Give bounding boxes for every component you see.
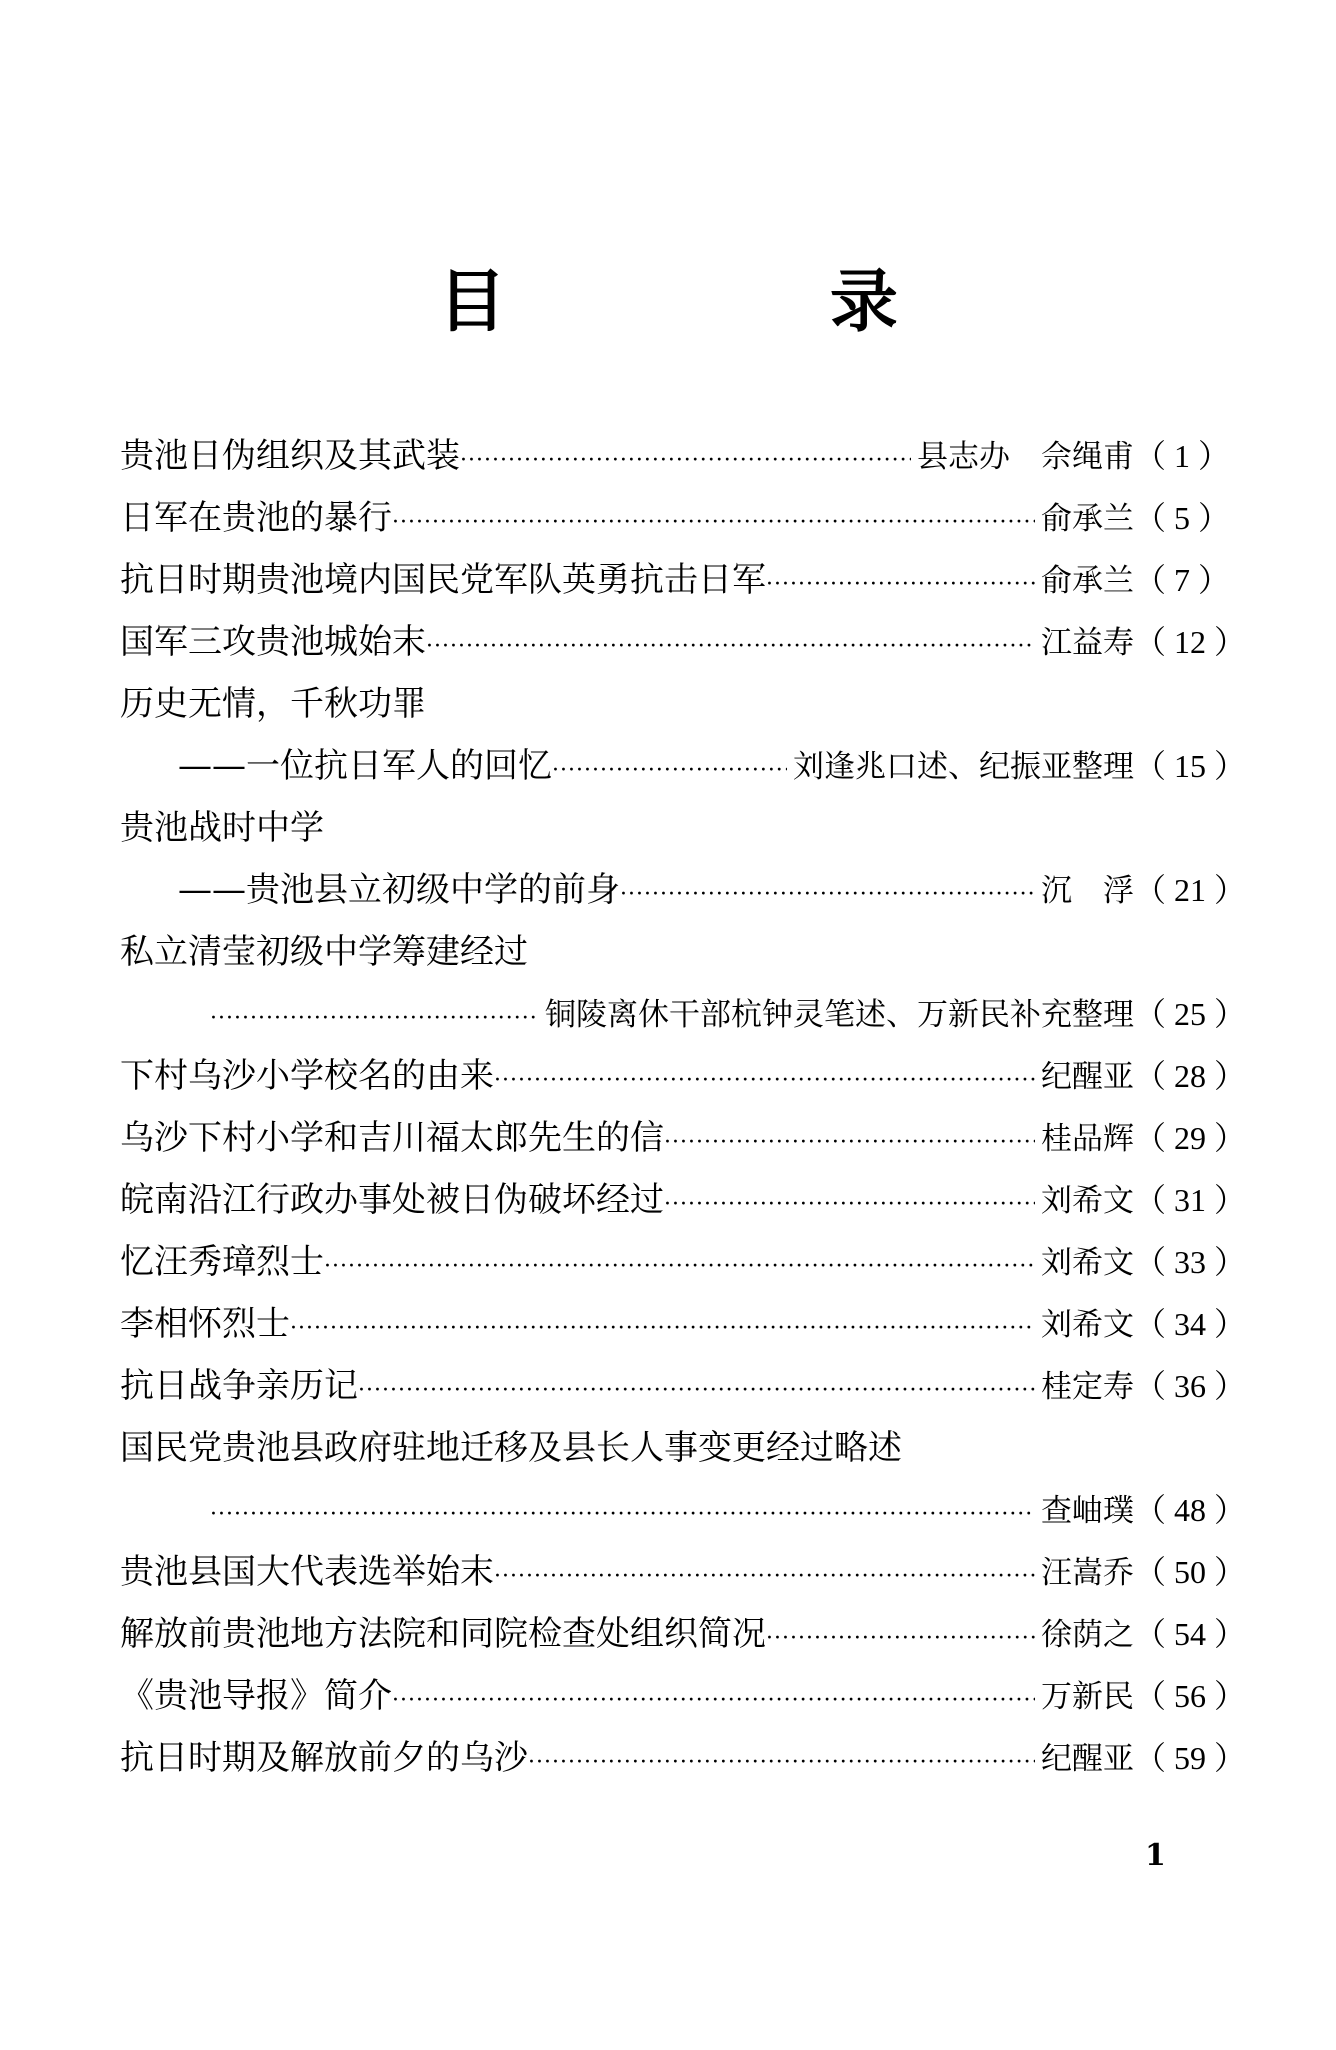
- entry-page: （ 7 ）: [1134, 549, 1230, 611]
- entry-page: （ 25 ）: [1134, 983, 1230, 1045]
- leader-dots: [664, 1174, 1035, 1236]
- leader-dots: [210, 1484, 1035, 1546]
- entry-author: 俞承兰: [1041, 563, 1134, 599]
- leader-dots: [766, 554, 1035, 616]
- toc-entry: [120, 673, 1230, 735]
- entry-author: 江益寿: [1041, 625, 1134, 661]
- entry-page: （ 15 ）: [1134, 735, 1230, 797]
- entry-title: 抗日时期及解放前夕的乌沙: [120, 1738, 528, 1778]
- entry-author: 刘逢兆口述、纪振亚整理: [793, 749, 1134, 785]
- leader-dots: [290, 1298, 1035, 1360]
- entry-author: 桂定寿: [1041, 1369, 1134, 1405]
- leader-dots: [324, 1236, 1035, 1298]
- leader-dots: [460, 430, 911, 492]
- entry-page: （ 50 ）: [1134, 1541, 1230, 1603]
- entry-author: 汪嵩乔: [1041, 1555, 1134, 1591]
- toc-entry: [120, 1603, 1230, 1665]
- entry-author: 俞承兰: [1041, 501, 1134, 537]
- entry-title: 李相怀烈士: [120, 1304, 290, 1344]
- toc-entry: [120, 1665, 1230, 1727]
- table-of-contents: [120, 425, 1230, 1789]
- entry-page: （ 29 ）: [1134, 1107, 1230, 1169]
- entry-page: （ 5 ）: [1134, 487, 1230, 549]
- page-number-mark: 1: [1145, 1838, 1166, 1873]
- entry-subtitle: ——一位抗日军人的回忆: [178, 746, 552, 786]
- leader-dots: [766, 1608, 1035, 1670]
- entry-title: 皖南沿江行政办事处被日伪破坏经过: [120, 1180, 664, 1220]
- entry-author: 县志办 佘绳甫: [917, 439, 1134, 475]
- leader-dots: [494, 1050, 1035, 1112]
- entry-title: 抗日战争亲历记: [120, 1366, 358, 1406]
- toc-entry-subtitle: [120, 859, 1230, 921]
- entry-page: （ 48 ）: [1134, 1479, 1230, 1541]
- leader-dots: [426, 616, 1035, 678]
- leader-dots: [528, 1732, 1035, 1794]
- toc-entry: [120, 549, 1230, 611]
- entry-author: 纪醒亚: [1041, 1059, 1134, 1095]
- entry-page: （ 59 ）: [1134, 1727, 1230, 1789]
- entry-author: 查岫璞: [1041, 1493, 1134, 1529]
- entry-title: 解放前贵池地方法院和同院检查处组织简况: [120, 1614, 766, 1654]
- entry-title: 贵池县国大代表选举始末: [120, 1552, 494, 1592]
- entry-title: 下村乌沙小学校名的由来: [120, 1056, 494, 1096]
- leader-dots: [392, 1670, 1035, 1732]
- entry-author: 铜陵离休干部杭钟灵笔述、万新民补充整理: [545, 997, 1134, 1033]
- toc-entry: [120, 1107, 1230, 1169]
- toc-entry: [120, 1293, 1230, 1355]
- entry-title: 贵池日伪组织及其武装: [120, 436, 460, 476]
- page-title: 目 录: [438, 262, 1048, 342]
- toc-entry: [120, 1727, 1230, 1789]
- entry-page: （ 56 ）: [1134, 1665, 1230, 1727]
- leader-dots: [494, 1546, 1035, 1608]
- toc-entry: [120, 425, 1230, 487]
- entry-page: （ 54 ）: [1134, 1603, 1230, 1665]
- entry-author: 万新民: [1041, 1679, 1134, 1715]
- entry-title: 国军三攻贵池城始末: [120, 622, 426, 662]
- toc-entry: [120, 1169, 1230, 1231]
- entry-page: （ 36 ）: [1134, 1355, 1230, 1417]
- entry-title: 历史无情，千秋功罪: [120, 684, 426, 724]
- entry-subtitle: ——贵池县立初级中学的前身: [178, 870, 620, 910]
- toc-entry: [120, 797, 1230, 859]
- entry-page: （ 21 ）: [1134, 859, 1230, 921]
- entry-author: 徐荫之: [1041, 1617, 1134, 1653]
- entry-title: 抗日时期贵池境内国民党军队英勇抗击日军: [120, 560, 766, 600]
- entry-author: 桂品辉: [1041, 1121, 1134, 1157]
- leader-dots: [392, 492, 1035, 554]
- entry-title: 《贵池导报》简介: [120, 1676, 392, 1716]
- entry-title: 乌沙下村小学和吉川福太郎先生的信: [120, 1118, 664, 1158]
- entry-page: （ 28 ）: [1134, 1045, 1230, 1107]
- toc-entry: [120, 1355, 1230, 1417]
- entry-page: （ 33 ）: [1134, 1231, 1230, 1293]
- entry-title: 私立清莹初级中学筹建经过: [120, 932, 528, 972]
- entry-title: 贵池战时中学: [120, 808, 324, 848]
- toc-entry-continuation: [120, 983, 1230, 1045]
- entry-page: （ 31 ）: [1134, 1169, 1230, 1231]
- toc-entry: [120, 1045, 1230, 1107]
- entry-title: 国民党贵池县政府驻地迁移及县长人事变更经过略述: [120, 1428, 902, 1468]
- toc-entry: [120, 1231, 1230, 1293]
- entry-author: 纪醒亚: [1041, 1741, 1134, 1777]
- entry-author: 刘希文: [1041, 1183, 1134, 1219]
- leader-dots: [210, 988, 539, 1050]
- leader-dots: [664, 1112, 1035, 1174]
- leader-dots: [358, 1360, 1035, 1422]
- entry-author: 刘希文: [1041, 1245, 1134, 1281]
- entry-page: （ 34 ）: [1134, 1293, 1230, 1355]
- entry-author: 刘希文: [1041, 1307, 1134, 1343]
- entry-title: 日军在贵池的暴行: [120, 498, 392, 538]
- entry-title: 忆汪秀璋烈士: [120, 1242, 324, 1282]
- toc-entry: [120, 1541, 1230, 1603]
- leader-dots: [620, 864, 1035, 926]
- leader-dots: [552, 740, 787, 802]
- toc-entry: [120, 611, 1230, 673]
- toc-entry: [120, 1417, 1230, 1479]
- entry-page: （ 1 ）: [1134, 425, 1230, 487]
- toc-entry: [120, 921, 1230, 983]
- toc-entry-continuation: [120, 1479, 1230, 1541]
- toc-entry-subtitle: [120, 735, 1230, 797]
- entry-author: 沉 浮: [1041, 873, 1134, 909]
- entry-page: （ 12 ）: [1134, 611, 1230, 673]
- toc-entry: [120, 487, 1230, 549]
